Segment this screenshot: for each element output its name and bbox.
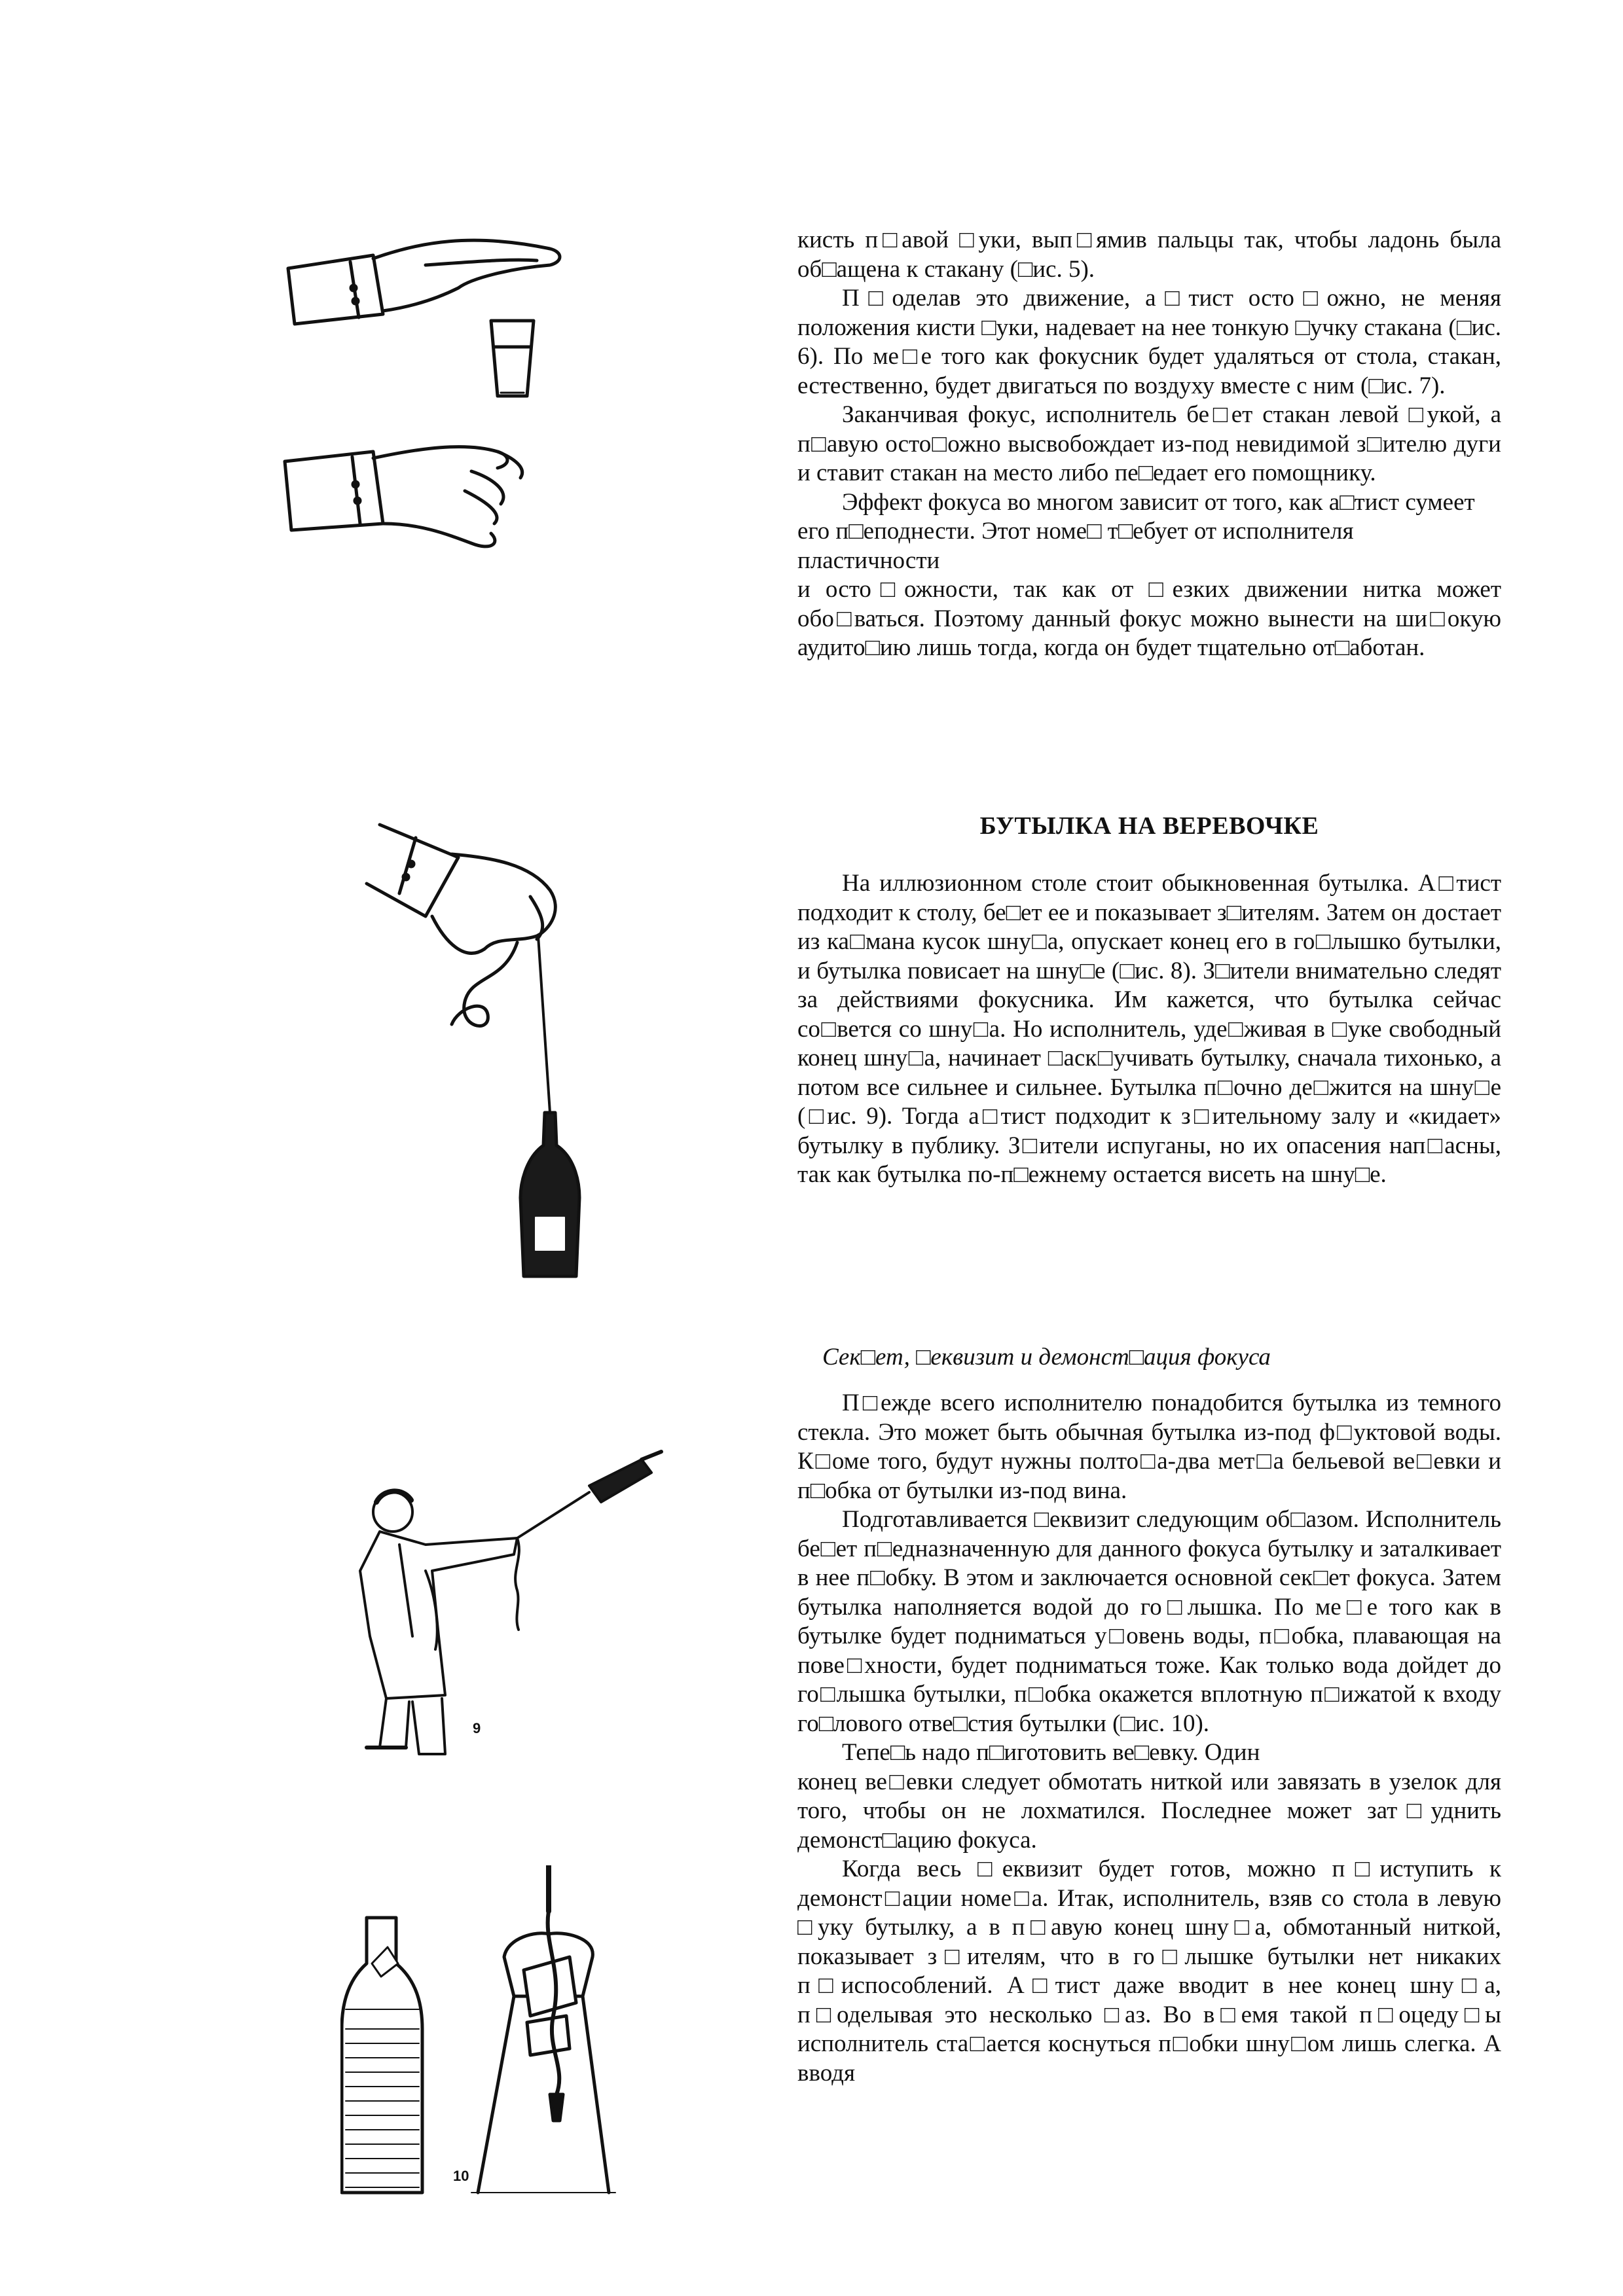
section-title-block [797, 812, 1501, 841]
section-title: БУТЫЛКА НА ВЕРЕВОЧКЕ [979, 812, 1319, 840]
man-throwing-illustration [340, 1440, 681, 1774]
subsection-title: Сек□ет, □еквизит и демонст□ация фокуса [822, 1344, 1271, 1371]
figure-9-man-throwing-bottle [340, 1440, 681, 1774]
paragraph: Тепе□ь надо п□иготовить ве□евку. Один [842, 1739, 1260, 1766]
figure-10-label: 10 [453, 2168, 469, 2184]
paragraph: и осто□ожности, так как от □езких движении нитка может обо□ваться. Поэтому данный фокус можно вынести на ши□окую аудито□ию лишь тогда, когда он будет тщательно от□аботан. [797, 576, 1501, 661]
paragraph: конец ве□евки следует обмотать ниткой или завязать в узелок для того, чтобы он не лохматился. Последнее может зат□уднить демонст□ацию фокуса. [797, 1768, 1501, 1854]
paragraph: П□оделав это движение, а□тист осто□ожно, не меняя положения кисти □уки, надевает на нее тонкую □учку стакана (□ис. 6). По ме□е того как фокусник будет удаляться от стола, стакан, естественно, будет двигаться по воздуху вместе с ним (□ис. 7). [797, 285, 1501, 399]
paragraph: Когда весь □еквизит будет готов, можно п□иступить к демонст□ации номе□а. Итак, исполнитель, взяв со стола в левую □уку бутылку, а в п□авую конец шну□а, обмотанный ниткой, показывает з□ителям, что в го□лышке бутылки нет никаких п□испособлений. А□тист даже вводит в нее конец шну□а, п□оделывая это несколько □аз. Во в□емя такой п□оцеду□ы исполнитель ста□ается коснуться п□обки шну□ом лишь слегка. А вводя [797, 1856, 1501, 2087]
paragraph: Подготавливается □еквизит следующим об□азом. Исполнитель бе□ет п□едназначенную для данного фокуса бутылку и заталкивает в нее п□обку. В этом и заключается основной сек□ет фокуса. Затем бутылка наполняется водой до го□лышка. По ме□е того как в бутылке будет подниматься у□овень воды, п□обка, плавающая на пове□хности, будет подниматься тоже. Как только вода дойдет до го□лышка бутылки, п□обка окажется вплотную п□ижатой к входу го□лового отве□стия бутылки (□ис. 10). [797, 1506, 1501, 1737]
paragraph: Заканчивая фокус, исполнитель бе□ет стакан левой □укой, а п□авую осто□ожно высвобождает из-под невидимой з□ителю дуги и ставит стакан на место либо пе□едает его помощнику. [797, 401, 1501, 486]
bottle-on-rope-illustration [354, 818, 615, 1289]
text-column-top [797, 226, 1501, 663]
figure-hands-glass [275, 216, 583, 583]
text-column-bottom [797, 1389, 1501, 2088]
paragraph: П□ежде всего исполнителю понадобится бутылка из темного стекла. Это может быть обычная бутылка из-под ф□уктовой воды. К□оме того, будут нужны полто□а-два мет□а бельевой ве□евки и п□обка от бутылки из-под вина. [797, 1390, 1501, 1504]
paragraph: Эффект фокуса во многом зависит от того, как а□тист сумеет его п□еподнести. Этот номе□ т□ебует от исполнителя пластичности [797, 488, 1475, 574]
figure-8-bottle-on-rope [354, 818, 615, 1289]
bottle-cork-illustration [340, 1865, 629, 2199]
text-column-middle [797, 869, 1501, 1190]
paragraph: кисть п□авой □уки, вып□ямив пальцы так, чтобы ладонь была об□ащена к стакану (□ис. 5). [797, 226, 1501, 283]
hands-glass-illustration [275, 216, 583, 583]
figure-10-bottle-and-cork [340, 1865, 629, 2199]
paragraph: На иллюзионном столе стоит обыкновенная бутылка. А□тист подходит к столу, бе□ет ее и показывает з□ителям. Затем он достает из ка□мана кусок шну□а, опускает конец его в го□лышко бутылки, и бутылка повисает на шну□е (□ис. 8). З□ители внимательно следят за действиями фокусника. Им кажется, что бутылка сейчас со□вется со шну□а. Но исполнитель, уде□живая в □уке свободный конец шну□а, начинает □аск□учивать бутылку, сначала тихонько, а потом все сильнее и сильнее. Бутылка п□очно де□жится на шну□е (□ис. 9). Тогда а□тист подходит к з□ительному залу и «кидает» бутылку в публику. З□ители испуганы, но их опасения нап□асны, так как бутылка по-п□ежнему остается висеть на шну□е. [797, 870, 1501, 1188]
subsection-title-block [797, 1343, 1501, 1372]
figure-9-label: 9 [473, 1720, 481, 1736]
